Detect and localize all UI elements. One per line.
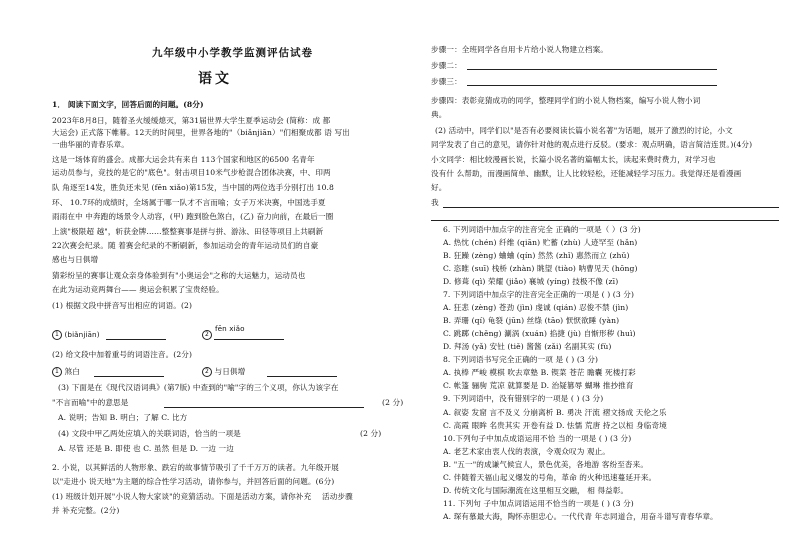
answer-blank[interactable] xyxy=(467,85,717,86)
pinyin-b: fēn xiǎo xyxy=(215,324,245,333)
q8: 8. 下列词语书写完全正确的一项 是 ( ) (3 分) xyxy=(443,355,599,364)
q1-sub4: (4) 文段中甲乙两处应填入的关联词语，恰当的一项是 xyxy=(58,429,241,438)
word-shabai: 煞白 xyxy=(64,367,80,376)
q2-heading: 2. 小说，以其鲜活的人物形象、跌宕的故事情节吸引了千千万万的读者。九年级开展 xyxy=(52,463,339,472)
q10-option-a: A. 老艺术家由衷人伐的表演，令观众叹为 观止。 xyxy=(443,447,610,456)
step1: 步骤一：全班同学各自用卡片给小说人物建立档案。 xyxy=(431,45,608,54)
q11-option-a: A. 琛有慕最大海，陶怀赤胆忠心。一代代青 年志同道合，用奋斗谱写青春华章。 xyxy=(443,512,718,521)
q1-sub4-options: A. 尽管 还是 B. 即使 也 C. 虽然 但是 D. 一边 一边 xyxy=(58,444,234,453)
q1-passage-line: 一曲华丽的青春乐章。 xyxy=(52,140,129,149)
q10-option-d: D. 传统文化与国际潮流在这里相互交融， 相 得益彰。 xyxy=(443,486,629,495)
q1-heading: 1． 阅读下面文字，回答后面的问题。(8分) xyxy=(52,100,204,109)
exam-title: 九年级中小学教学监测评估试卷 xyxy=(152,47,313,59)
q1-passage-line: 感也与日俱增 xyxy=(52,255,99,264)
answer-blank[interactable] xyxy=(94,376,164,377)
q1-passage-line: 这是一场体育的盛会。成都大运会共有来自 113个国家和地区的6500 名青年 xyxy=(52,155,315,164)
q1-passage-line: 2023年8月8日，随着圣火缓缓熄灭，第31届世界大学生夏季运动会 (简称：成 都 xyxy=(52,116,331,125)
q6-option-a: A. 热忱 (chén) 纤维 (qiān) 贮蓄 (zhù) 人迹罕至 (hǎn) xyxy=(443,238,638,247)
q2-sub2-line: 小文同学：相比较漫画长说，长篇小说名著的篇幅太长，读起来费时费力，对学习也 xyxy=(431,155,716,164)
q2-sub2-line: 同学发表了自己的意见，请你针对他的观点进行反驳。(要求：观点明确，语言简洁连贯。)(4分) xyxy=(431,140,753,149)
answer-blank[interactable] xyxy=(267,376,337,377)
q1-sub2: (2) 给文段中加着重号的词语注音。(2分) xyxy=(52,350,193,359)
answer-blank[interactable] xyxy=(467,69,717,70)
q1-passage-line: 在此为运动竞两舞台—— 奥运会积累了宝贵经验。 xyxy=(52,285,224,294)
q1-sub4-score: (2 分) xyxy=(360,429,382,438)
answer-blank[interactable] xyxy=(214,339,284,340)
word-yurijuzeng: 与日俱增 xyxy=(214,367,246,376)
q1-sub3-score: (2 分) xyxy=(382,398,404,407)
q2-sub1: (1) 班级计划开展"小说人物大家谈"的竞猜活动。下面是活动方案，请你补充 xyxy=(52,492,312,501)
q2-sub1-bold: 活动步骤 xyxy=(322,492,353,501)
subject-title: 语文 xyxy=(198,71,232,87)
circle-number: 2 xyxy=(202,330,212,340)
q1-sub2-answer-a xyxy=(52,367,80,377)
q2-sub2-line: 好。 xyxy=(431,183,447,192)
step4: 步骤四：表彰竞猜成功的同学，整理同学们的小说人物档案，编写小说人物小词 xyxy=(431,96,701,105)
q2-sub2-line: 没有什 么帮助，而漫画简单、幽默，让人比较轻松，还能减轻学习压力。我觉得还是看漫画 xyxy=(431,169,742,178)
q7-option-d: D. 拜汤 (yǎ) 安钍 (tiě) 酱酱 (zǎi) 名副其实 (fù) xyxy=(443,342,612,351)
q10-option-c: C. 伴随着天福山起义爆发的号角，革命 的火种迅速蔓延开来。 xyxy=(443,473,657,482)
q6-option-c: C. 恣睢 (suī) 栈桥 (zhàn) 眺望 (tiào) 呐曹见天 (hōng) xyxy=(443,264,638,273)
circle-number: 1 xyxy=(52,330,62,340)
answer-blank[interactable] xyxy=(431,220,779,221)
pinyin-a: (biǎnjiān) xyxy=(64,330,100,339)
q2-answer-start: 我 xyxy=(431,198,439,207)
step3: 步骤三： xyxy=(431,77,462,86)
q1-sub1: (1) 根据文段中拼音写出相应的词语。(2) xyxy=(52,301,193,310)
q1-sub1-answer-b xyxy=(202,330,212,340)
q8-options-cd: C. 帐篷 骊驹 荒凉 就算要是 D. 治疑篡辱 蝴琳 推抄推育 xyxy=(443,381,634,390)
q1-passage-line: 雨雨在中 中奔跑的场景令人动容，(甲) 跑到脸色煞白，(乙) 奋力向前，在最后一圈 xyxy=(52,212,334,221)
step4-cont: 典。 xyxy=(431,110,447,119)
q1-passage-line: 运动员参与，竞技的是它的"底色"。射击项目10米气步枪混合团体决赛，中、印两 xyxy=(52,168,331,177)
circle-number: 1 xyxy=(52,367,62,377)
q7: 7. 下列词语中加点字的注音完全正确的一项是 ( ) (3 分) xyxy=(443,290,635,299)
answer-blank[interactable] xyxy=(106,339,166,340)
q1-passage-line: 猜彩纷呈的赛事让观众亲身体验到有"小奥运会"之称的大运魅力，运动员也 xyxy=(52,271,306,280)
q7-option-b: B. 弄珊 (qí) 龟裂 (jūn) 丝绦 (tāo) 恹恹欲睡 (yàn) xyxy=(443,316,620,325)
q11: 11. 下列句 子中加点词语运用不恰当的一项是 ( ) (3 分) xyxy=(443,499,634,508)
q9-options-ab: A. 叙姿 发窟 言不及义 分崩离析 B. 勇决 汗流 褶文扬成 天伦之乐 xyxy=(443,408,667,417)
q1-passage-line: 大运会) 正式落下帷幕。12天的时间里，世界各地的"（biǎnjiān）"们相聚成都 语 写出 xyxy=(52,128,350,137)
q10-option-b: B. "五一"的成谦气候宜人，景色优美，各地游 客纷至沓来。 xyxy=(443,460,649,469)
q6-option-d: D. 修葺 (qì) 荣耀 (jiǎo) 襄城 (yíng) 技极不像 (zī) xyxy=(443,277,619,286)
q1-passage-line: 22次赛会纪录。随 着赛会纪录的不断刷新，参加运动会的青年运动员们的自豪 xyxy=(52,241,319,250)
step2: 步骤二： xyxy=(431,61,462,70)
q9-options-cd: C. 高霞 眼眸 名贵其实 开卷有益 D. 怯懦 荒唐 持之以桓 身临奇境 xyxy=(443,421,667,430)
q7-option-c: C. 跳踯 (chěng) 涮涡 (xuán) 掐捷 (jù) 自惭形秽 (huì) xyxy=(443,329,636,338)
q1-sub3-line1: (3) 下面是在《现代汉语词典》(第7版) 中查到的"喻"字的三个义项，你认为该字在 xyxy=(58,383,339,392)
q1-sub3-line2: "不言而喻"中的意思是 xyxy=(52,398,129,407)
q7-option-a: A. 狂悲 (zèng) 苍劲 (jìn) 虔诚 (qián) 忍俊不禁 (jìn) xyxy=(443,303,629,312)
q1-sub2-answer-b xyxy=(202,367,245,377)
q1-passage-line: 队 角逐至14发，胜负还未见 (fēn xiǎo)第15发，当中国的两位选手分别打出 10.8 xyxy=(52,183,334,192)
q2-sub1-line2: 并 补充完整。(2分) xyxy=(52,506,120,515)
answer-blank[interactable] xyxy=(443,207,779,208)
q8-options-ab: A. 执棒 严峻 模棋 吹去章塾 B. 锲菜 苍茫 瞻囊 死楼打彩 xyxy=(443,368,636,377)
q6-option-b: B. 狂躁 (zèng) 蛐蛐 (qín) 然然 (zhǐ) 惠然而立 (zhǔ) xyxy=(443,251,630,260)
q6: 6. 下列词语中加点字的注音完全 正确的一项是（ ）(3 分) xyxy=(443,225,641,234)
q1-sub3-options: A. 说明；告知 B. 明白；了解 C. 比方 xyxy=(58,413,188,422)
circle-number: 2 xyxy=(202,367,212,377)
q9: 9. 下列词语中，没有错别字的一项是 ( ) (3 分) xyxy=(443,394,604,403)
answer-blank[interactable] xyxy=(164,407,364,408)
q10: 10.下列句子中加点成语运用不恰 当的一项是 ( ) (3 分) xyxy=(443,434,632,443)
q2-line: 以"走进小 说天地"为主题的综合性学习活动，请你参与，并回答后面的问题。(6分) xyxy=(52,477,335,486)
q1-sub1-answer-a xyxy=(52,330,100,340)
q1-passage-line: 环、 10.7环的成绩时，全场属于哪一队才不言而喻；女子万米决赛，中国选手夏 xyxy=(52,198,326,207)
q1-passage-line: 上演"极限超 越"，斩获金牌……整整赛事是拼与拼、游泳、田径等项目上共刷新 xyxy=(52,227,324,236)
q2-sub2: (2) 活动中，同学们以"是否有必要阅读长篇小说名著"为话题，展开了激烈的讨论，小文 xyxy=(435,126,733,135)
